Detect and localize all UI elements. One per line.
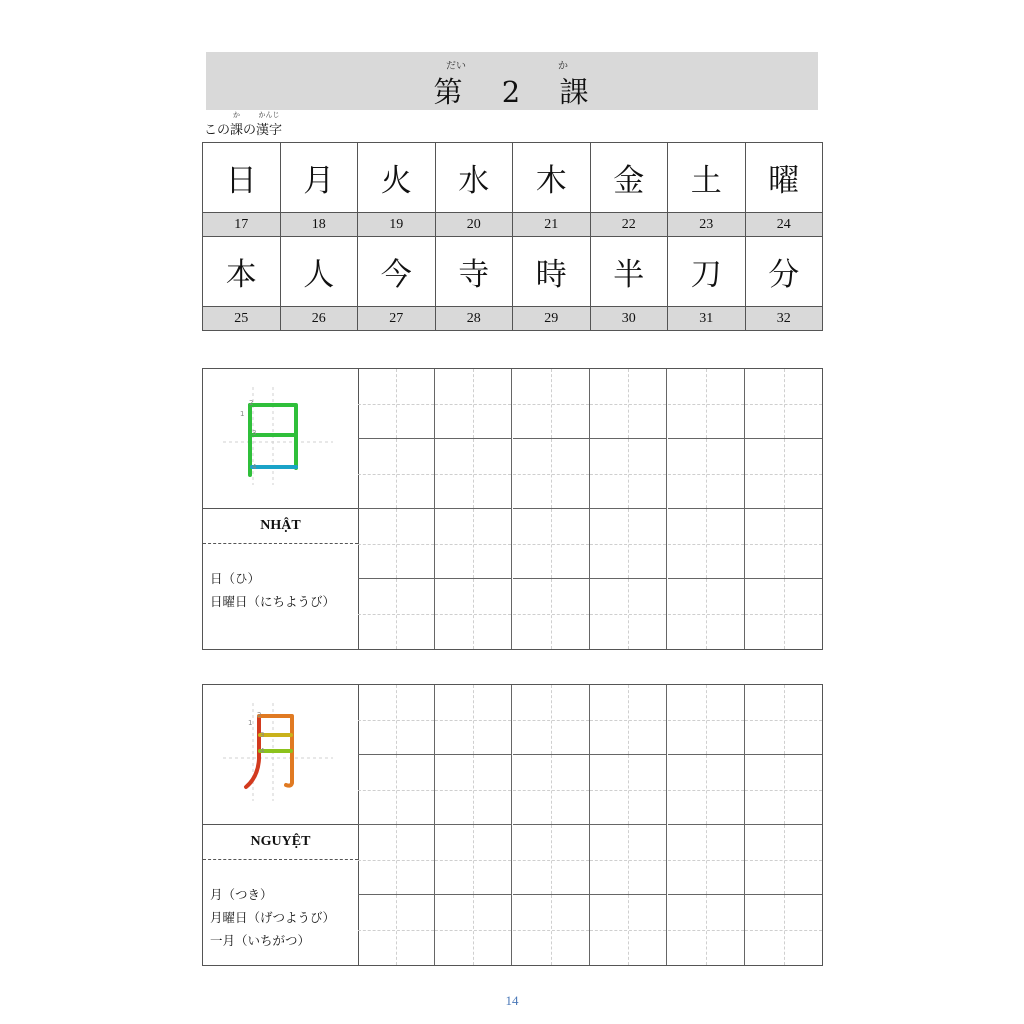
kanji-cell: 曜 xyxy=(745,143,823,213)
kanji-number: 26 xyxy=(280,307,358,331)
practice-cell[interactable] xyxy=(513,439,590,509)
kanji-cell: 火 xyxy=(358,143,436,213)
practice-cell[interactable] xyxy=(435,755,512,825)
practice-cell[interactable] xyxy=(668,369,745,439)
kanji-number: 17 xyxy=(203,213,281,237)
example-word: 月（つき） xyxy=(210,887,273,902)
kanji-cell: 今 xyxy=(358,237,436,307)
example-words xyxy=(210,567,335,613)
stroke-number: 2 xyxy=(257,711,262,719)
kanji-info-panel xyxy=(203,369,359,649)
number-row xyxy=(203,307,823,331)
subtitle-prefix: この xyxy=(204,123,231,138)
example-word: 日曜日（にちようび） xyxy=(210,594,336,609)
kanji-number: 30 xyxy=(590,307,668,331)
practice-cell[interactable] xyxy=(358,369,435,439)
kanji-overview-table xyxy=(202,142,823,331)
sino-vietnamese-reading: NGUYỆT xyxy=(203,825,358,860)
kanji-cell: 半 xyxy=(590,237,668,307)
practice-cell[interactable] xyxy=(435,369,512,439)
practice-cell[interactable] xyxy=(358,685,435,755)
subtitle-no: の xyxy=(243,123,257,138)
kanji-cell: 寺 xyxy=(435,237,513,307)
kanji-number: 31 xyxy=(668,307,746,331)
kanji-info-panel xyxy=(203,685,359,965)
practice-cell[interactable] xyxy=(668,439,745,509)
subtitle-kanji-text: 漢字 xyxy=(256,123,283,138)
kanji-number: 21 xyxy=(513,213,591,237)
practice-cell[interactable] xyxy=(745,685,822,755)
practice-cell[interactable] xyxy=(668,895,745,965)
practice-cell[interactable] xyxy=(513,509,590,579)
practice-cell[interactable] xyxy=(590,825,667,895)
practice-cell[interactable] xyxy=(358,439,435,509)
kanji-number: 25 xyxy=(203,307,281,331)
practice-cell[interactable] xyxy=(513,579,590,649)
kanji-row xyxy=(203,143,823,213)
practice-cell[interactable] xyxy=(590,439,667,509)
writing-practice-grid xyxy=(358,369,822,649)
stroke-number: 1 xyxy=(248,719,253,727)
kanji-number: 32 xyxy=(745,307,823,331)
subtitle-kanji xyxy=(256,111,283,138)
practice-cell[interactable] xyxy=(745,509,822,579)
ruby-dai: だい xyxy=(446,61,466,72)
practice-cell[interactable] xyxy=(668,509,745,579)
title-ka: 課 xyxy=(559,75,591,109)
practice-cell[interactable] xyxy=(358,825,435,895)
kanji-number: 23 xyxy=(668,213,746,237)
kanji-cell: 刀 xyxy=(668,237,746,307)
subtitle-kanji-ruby: かんじ xyxy=(258,111,280,119)
practice-cell[interactable] xyxy=(745,579,822,649)
practice-cell[interactable] xyxy=(590,509,667,579)
practice-cell[interactable] xyxy=(513,369,590,439)
kanji-number: 27 xyxy=(358,307,436,331)
title-number: 2 xyxy=(501,75,523,109)
practice-block-getsu xyxy=(202,684,823,966)
practice-cell[interactable] xyxy=(513,755,590,825)
kanji-number: 18 xyxy=(280,213,358,237)
kanji-cell: 分 xyxy=(745,237,823,307)
practice-cell[interactable] xyxy=(590,895,667,965)
example-words xyxy=(210,883,335,952)
practice-cell[interactable] xyxy=(513,685,590,755)
practice-block-nichi xyxy=(202,368,823,650)
practice-cell[interactable] xyxy=(745,439,822,509)
lesson-title xyxy=(206,70,818,111)
practice-cell[interactable] xyxy=(745,895,822,965)
stroke-order-diagram xyxy=(203,685,358,825)
kanji-cell: 人 xyxy=(280,237,358,307)
kanji-cell: 日 xyxy=(203,143,281,213)
kanji-cell: 水 xyxy=(435,143,513,213)
practice-cell[interactable] xyxy=(435,895,512,965)
kanji-cell: 木 xyxy=(513,143,591,213)
practice-cell[interactable] xyxy=(358,895,435,965)
practice-cell[interactable] xyxy=(668,685,745,755)
number-row xyxy=(203,213,823,237)
practice-cell[interactable] xyxy=(358,579,435,649)
subtitle-ka-ruby: か xyxy=(233,111,241,119)
writing-practice-grid xyxy=(358,685,822,965)
kanji-number: 20 xyxy=(435,213,513,237)
practice-cell[interactable] xyxy=(590,369,667,439)
practice-cell[interactable] xyxy=(668,825,745,895)
ruby-ka: か xyxy=(558,61,568,72)
practice-cell[interactable] xyxy=(668,579,745,649)
subtitle-ka-text: 課 xyxy=(230,123,244,138)
sino-vietnamese-reading: NHẬT xyxy=(203,509,358,544)
practice-cell[interactable] xyxy=(358,509,435,579)
stroke-number: 4 xyxy=(260,747,265,755)
practice-cell[interactable] xyxy=(668,755,745,825)
kanji-cell: 土 xyxy=(668,143,746,213)
practice-cell[interactable] xyxy=(435,439,512,509)
kanji-cell: 金 xyxy=(590,143,668,213)
section-subtitle xyxy=(204,111,283,138)
kanji-number: 24 xyxy=(745,213,823,237)
page-number: 14 xyxy=(505,993,519,1008)
stroke-number: 2 xyxy=(249,399,254,407)
kanji-number: 22 xyxy=(590,213,668,237)
title-dai: 第 xyxy=(433,75,465,109)
practice-cell[interactable] xyxy=(435,685,512,755)
kanji-number: 28 xyxy=(435,307,513,331)
stroke-number: 4 xyxy=(252,463,257,471)
practice-cell[interactable] xyxy=(513,825,590,895)
practice-cell[interactable] xyxy=(745,825,822,895)
stroke-order-svg-getsu xyxy=(203,685,358,824)
kanji-number: 19 xyxy=(358,213,436,237)
practice-cell[interactable] xyxy=(435,579,512,649)
practice-cell[interactable] xyxy=(590,755,667,825)
practice-cell[interactable] xyxy=(358,755,435,825)
stroke-number: 3 xyxy=(252,429,257,437)
kanji-number: 29 xyxy=(513,307,591,331)
lesson-header xyxy=(206,52,818,110)
stroke-number: 1 xyxy=(240,410,245,418)
example-word: 月曜日（げつようび） xyxy=(210,910,336,925)
kanji-cell: 本 xyxy=(203,237,281,307)
kanji-cell: 時 xyxy=(513,237,591,307)
kanji-cell: 月 xyxy=(280,143,358,213)
kanji-row xyxy=(203,237,823,307)
practice-cell[interactable] xyxy=(435,825,512,895)
example-word: 日（ひ） xyxy=(210,571,261,586)
practice-cell[interactable] xyxy=(435,509,512,579)
practice-cell[interactable] xyxy=(745,369,822,439)
stroke-order-svg-nichi xyxy=(203,369,358,508)
subtitle-ka xyxy=(230,111,244,138)
stroke-number: 3 xyxy=(260,731,265,739)
practice-cell[interactable] xyxy=(745,755,822,825)
stroke-order-diagram xyxy=(203,369,358,509)
example-word: 一月（いちがつ） xyxy=(210,933,311,948)
practice-cell[interactable] xyxy=(590,685,667,755)
practice-cell[interactable] xyxy=(513,895,590,965)
practice-cell[interactable] xyxy=(590,579,667,649)
